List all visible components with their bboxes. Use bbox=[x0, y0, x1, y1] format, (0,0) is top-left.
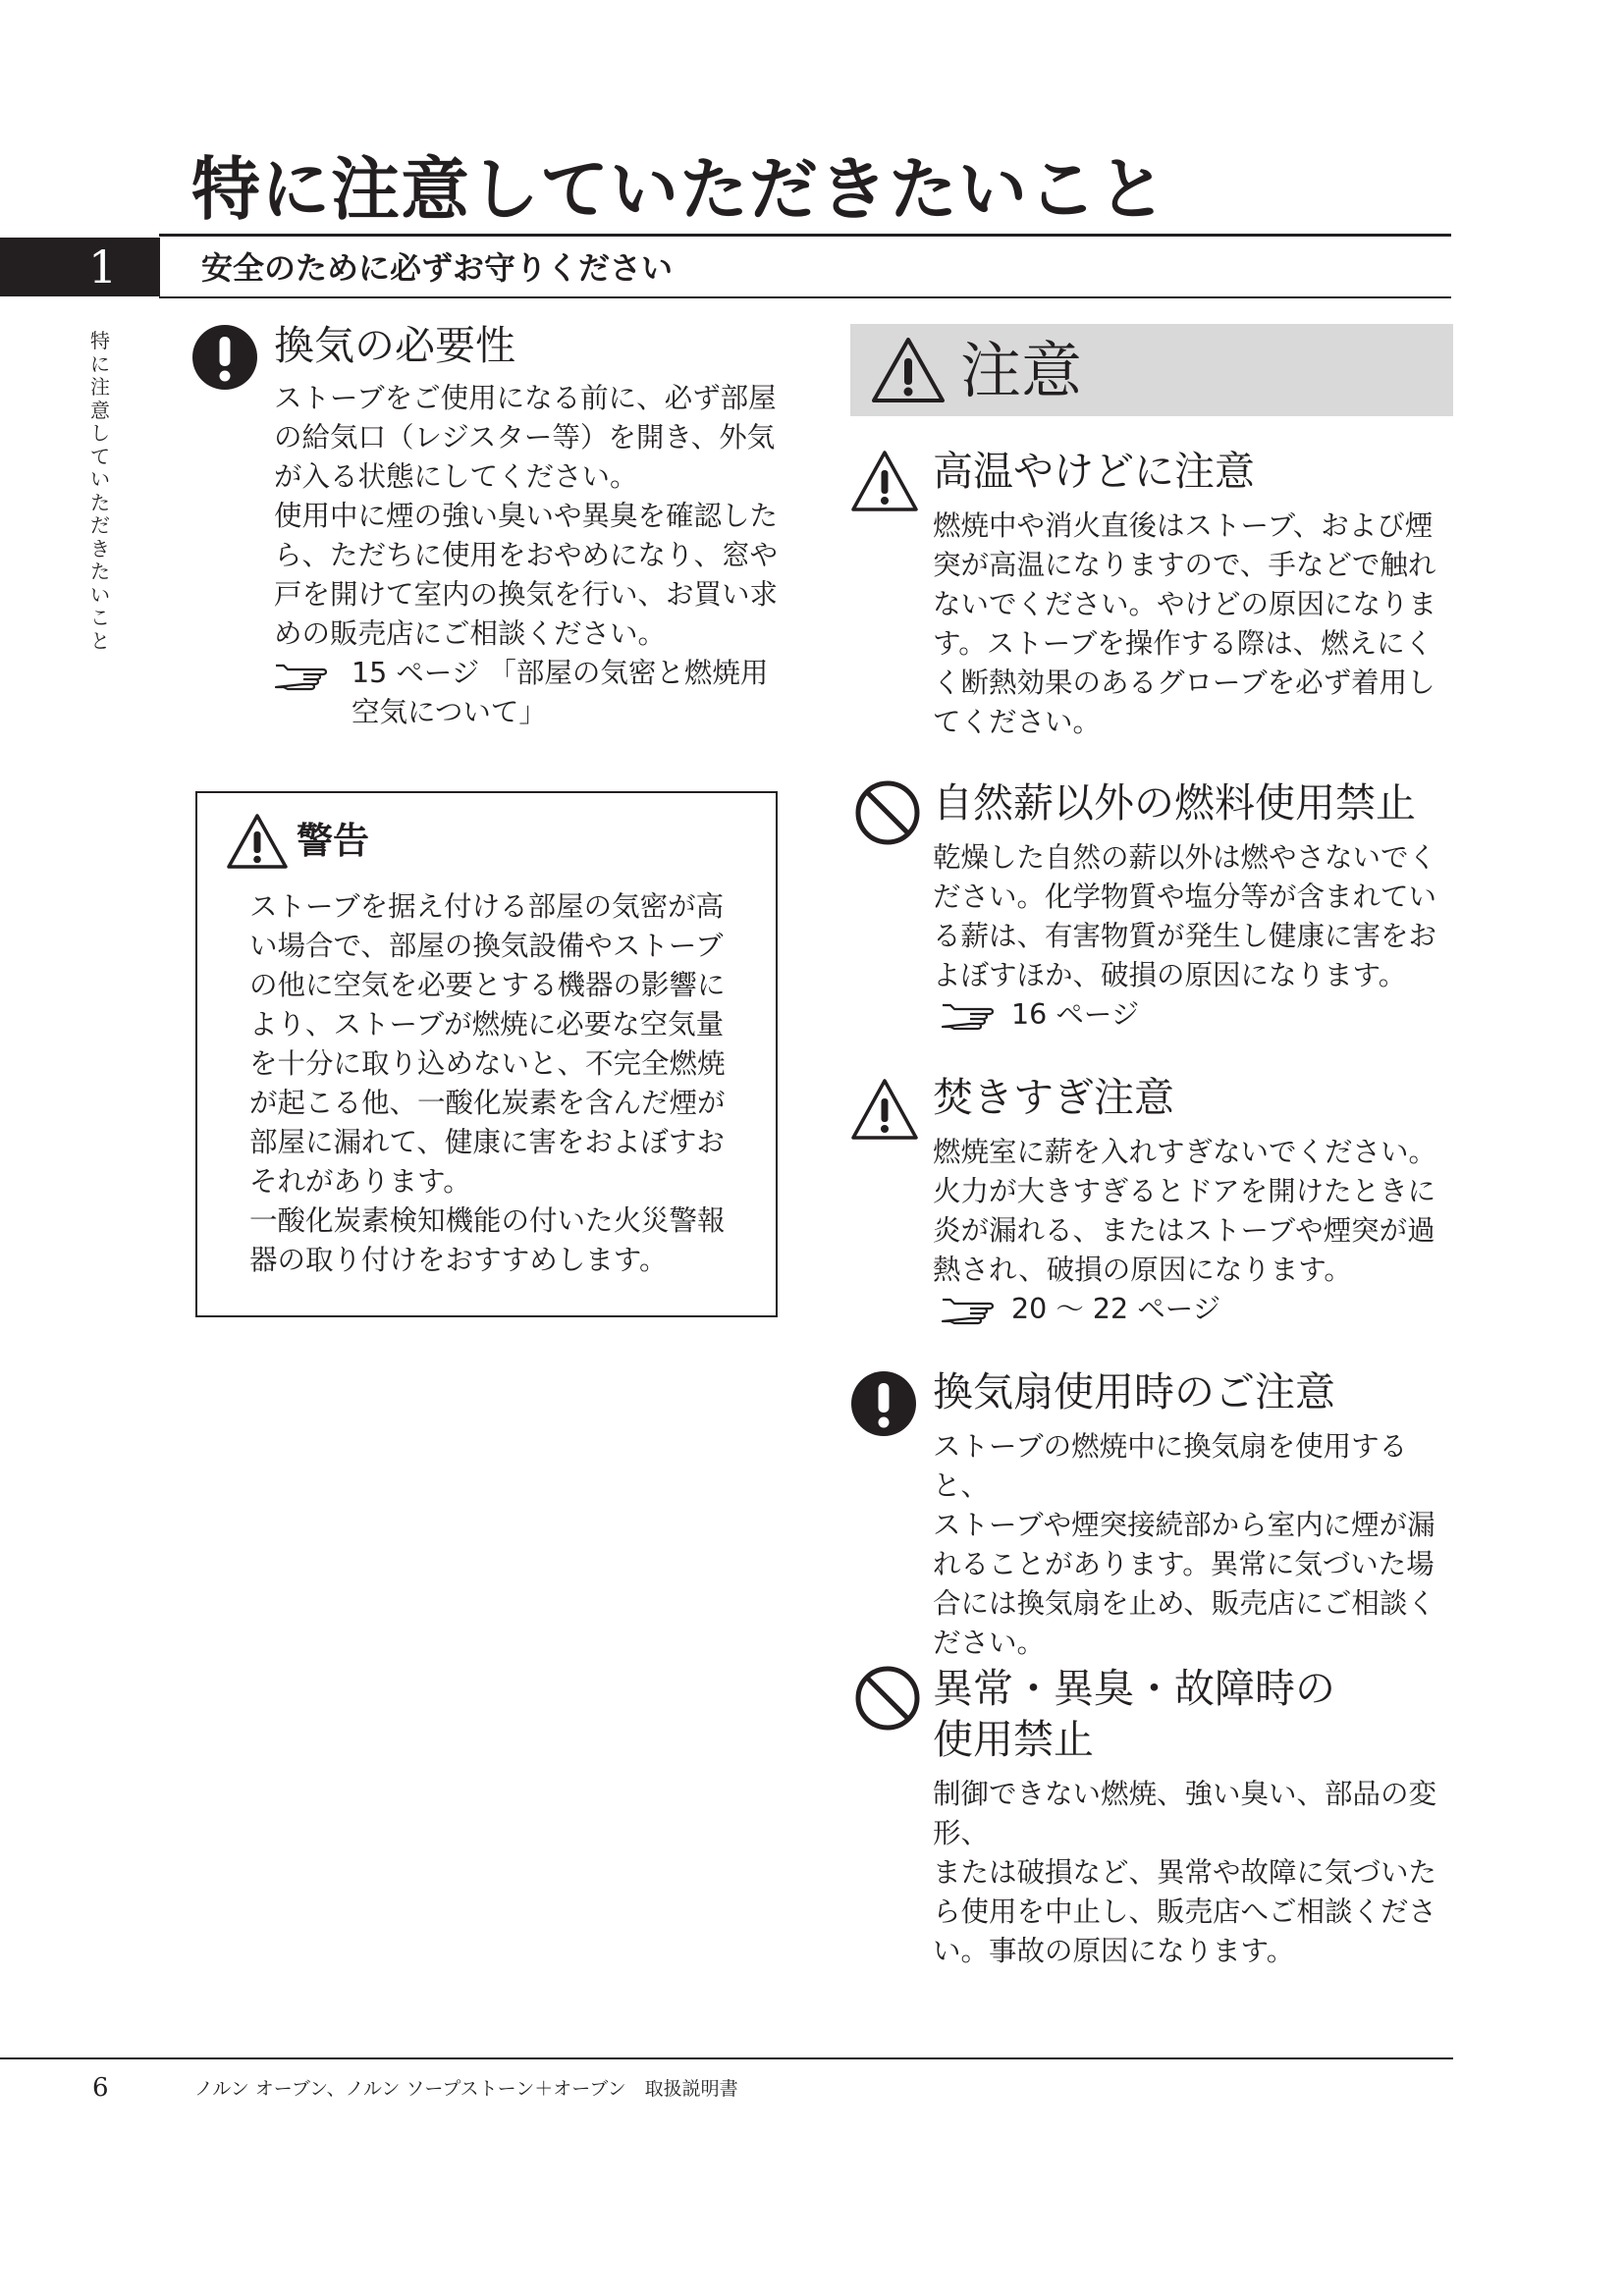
body-line: よぼすほか、破損の原因になります。 bbox=[933, 959, 1407, 991]
body-line: めの販売店にご相談ください。 bbox=[274, 617, 667, 650]
body-line: ら、ただちに使用をおやめになり、窓や bbox=[274, 539, 779, 571]
body-line: または破損など、異常や故障に気づいた bbox=[933, 1856, 1437, 1889]
side-tab-char: と bbox=[90, 628, 110, 653]
body-line: 使用中に煙の強い臭いや異臭を確認した bbox=[274, 500, 779, 532]
body-line: 燃焼中や消火直後はストーブ、および煙 bbox=[933, 509, 1434, 542]
side-tab-char: い bbox=[90, 467, 110, 491]
body-line: 制御できない燃焼、強い臭い、部品の変形、 bbox=[933, 1778, 1437, 1849]
side-tab bbox=[88, 330, 112, 653]
abnormal-heading-line2: 使用禁止 bbox=[933, 1716, 1094, 1763]
body-line: より、ストーブが燃焼に必要な空気量 bbox=[249, 1008, 725, 1041]
body-line: 火力が大きすぎるとドアを開けたときに bbox=[933, 1175, 1436, 1207]
ventilation-heading: 換気の必要性 bbox=[274, 322, 515, 369]
ventilation-body bbox=[274, 379, 804, 654]
section-title: 安全のために必ずお守りください bbox=[201, 249, 674, 287]
caution-label: 注意 bbox=[960, 335, 1083, 406]
footer-rule bbox=[0, 2057, 1453, 2059]
body-line: 器の取り付けをおすすめします。 bbox=[249, 1244, 668, 1276]
body-line: 燃焼室に薪を入れすぎないでください。 bbox=[933, 1136, 1437, 1168]
side-tab-char: い bbox=[90, 582, 110, 607]
body-line: い場合で、部屋の換気設備やストーブ bbox=[249, 930, 724, 962]
body-line: 部屋に漏れて、健康に害をおよぼすお bbox=[249, 1126, 725, 1158]
warning-triangle-icon bbox=[226, 813, 289, 870]
pointing-hand-icon bbox=[941, 1001, 998, 1031]
page-title: 特に注意していただきたいこと bbox=[191, 148, 1167, 230]
body-line: れることがあります。異常に気づいた場 bbox=[933, 1548, 1435, 1580]
body-line: 炎が漏れる、またはストーブや煙突が過 bbox=[933, 1214, 1435, 1247]
side-tab-char: 意 bbox=[90, 398, 110, 422]
body-line: ストーブの燃焼中に換気扇を使用すると、 bbox=[933, 1430, 1408, 1502]
side-tab-char: た bbox=[90, 490, 110, 514]
exclamation-circle-icon bbox=[850, 1370, 917, 1437]
document-title: ノルン オーブン、ノルン ソープストーン＋オーブン 取扱説明書 bbox=[194, 2078, 738, 2100]
page-number: 6 bbox=[92, 2073, 109, 2103]
body-line: 戸を開けて室内の換気を行い、お買い求 bbox=[274, 578, 779, 611]
body-line: す。ストーブを操作する際は、燃えにく bbox=[933, 627, 1434, 660]
ventilation-ref-line2: 空気について」 bbox=[352, 696, 547, 728]
body-line: が起こる他、一酸化炭素を含んだ煙が bbox=[249, 1087, 726, 1119]
body-line: ださい。 bbox=[933, 1627, 1046, 1659]
overfiring-heading: 焚きすぎ注意 bbox=[933, 1074, 1174, 1121]
body-line: い。事故の原因になります。 bbox=[933, 1935, 1295, 1967]
body-line: それがあります。 bbox=[249, 1165, 471, 1198]
body-line: 一酸化炭素検知機能の付いた火災警報 bbox=[249, 1204, 726, 1237]
body-line: ストーブを据え付ける部屋の気密が高 bbox=[249, 890, 725, 923]
body-line: く断熱効果のあるグローブを必ず着用し bbox=[933, 667, 1435, 699]
exclamation-circle-icon bbox=[191, 324, 258, 391]
vent-fan-body bbox=[933, 1427, 1453, 1663]
vent-fan-heading: 換気扇使用時のご注意 bbox=[933, 1368, 1335, 1415]
section-rule bbox=[159, 296, 1451, 298]
side-tab-char: き bbox=[90, 536, 110, 561]
fuel-prohibition-body bbox=[933, 838, 1453, 995]
side-tab-char: に bbox=[90, 351, 110, 376]
body-line: が入る状態にしてください。 bbox=[274, 460, 638, 493]
body-line: ストーブをご使用になる前に、必ず部屋 bbox=[274, 382, 777, 414]
prohibition-icon bbox=[854, 779, 921, 846]
body-line: る薪は、有害物質が発生し健康に害をお bbox=[933, 920, 1437, 952]
body-line: 合には換気扇を止め、販売店にご相談く bbox=[933, 1587, 1435, 1620]
body-line: 乾燥した自然の薪以外は燃やさないでく bbox=[933, 841, 1437, 874]
body-line: 熱され、破損の原因になります。 bbox=[933, 1254, 1352, 1286]
high-temp-heading: 高温やけどに注意 bbox=[933, 448, 1255, 495]
warning-triangle-icon bbox=[850, 450, 919, 512]
abnormal-heading-line1: 異常・異臭・故障時の bbox=[933, 1665, 1335, 1712]
fuel-prohibition-ref: 16 ページ bbox=[1011, 998, 1140, 1031]
body-line: ら使用を中止し、販売店へご相談くださ bbox=[933, 1896, 1437, 1928]
overfiring-body bbox=[933, 1133, 1453, 1290]
fuel-prohibition-heading: 自然薪以外の燃料使用禁止 bbox=[933, 779, 1416, 827]
warning-triangle-icon bbox=[870, 336, 947, 404]
side-tab-char: こ bbox=[90, 606, 110, 629]
prohibition-icon bbox=[854, 1665, 921, 1732]
warning-body bbox=[249, 887, 760, 1280]
body-line: ストーブや煙突接続部から室内に煙が漏 bbox=[933, 1509, 1435, 1541]
body-line: ださい。化学物質や塩分等が含まれてい bbox=[933, 881, 1437, 913]
overfiring-ref: 20 ～ 22 ページ bbox=[1011, 1293, 1221, 1325]
body-line: てください。 bbox=[933, 706, 1102, 738]
body-line: ないでください。やけどの原因になりま bbox=[933, 588, 1437, 620]
side-tab-char: た bbox=[90, 560, 110, 583]
warning-label: 警告 bbox=[297, 820, 369, 862]
body-line: を十分に取り込めないと、不完全燃焼 bbox=[249, 1047, 726, 1080]
side-tab-char: し bbox=[90, 421, 110, 445]
side-tab-char: 特 bbox=[90, 329, 110, 352]
side-tab-char: て bbox=[90, 444, 110, 468]
side-tab-char: 注 bbox=[90, 375, 110, 399]
body-line: の給気口（レジスター等）を開き、外気 bbox=[274, 421, 776, 454]
high-temp-body bbox=[933, 507, 1453, 742]
side-tab-char: だ bbox=[90, 513, 110, 537]
title-rule bbox=[159, 234, 1451, 237]
chapter-number: 1 bbox=[88, 240, 118, 294]
chapter-number-box bbox=[0, 238, 160, 296]
pointing-hand-icon bbox=[274, 662, 331, 691]
body-line: の他に空気を必要とする機器の影響に bbox=[249, 969, 726, 1001]
ventilation-ref-line1: 15 ページ 「部屋の気密と燃焼用 bbox=[352, 657, 769, 689]
warning-triangle-icon bbox=[850, 1078, 919, 1141]
pointing-hand-icon bbox=[941, 1296, 998, 1325]
body-line: 突が高温になりますので、手などで触れ bbox=[933, 549, 1436, 581]
abnormal-body bbox=[933, 1775, 1453, 1971]
